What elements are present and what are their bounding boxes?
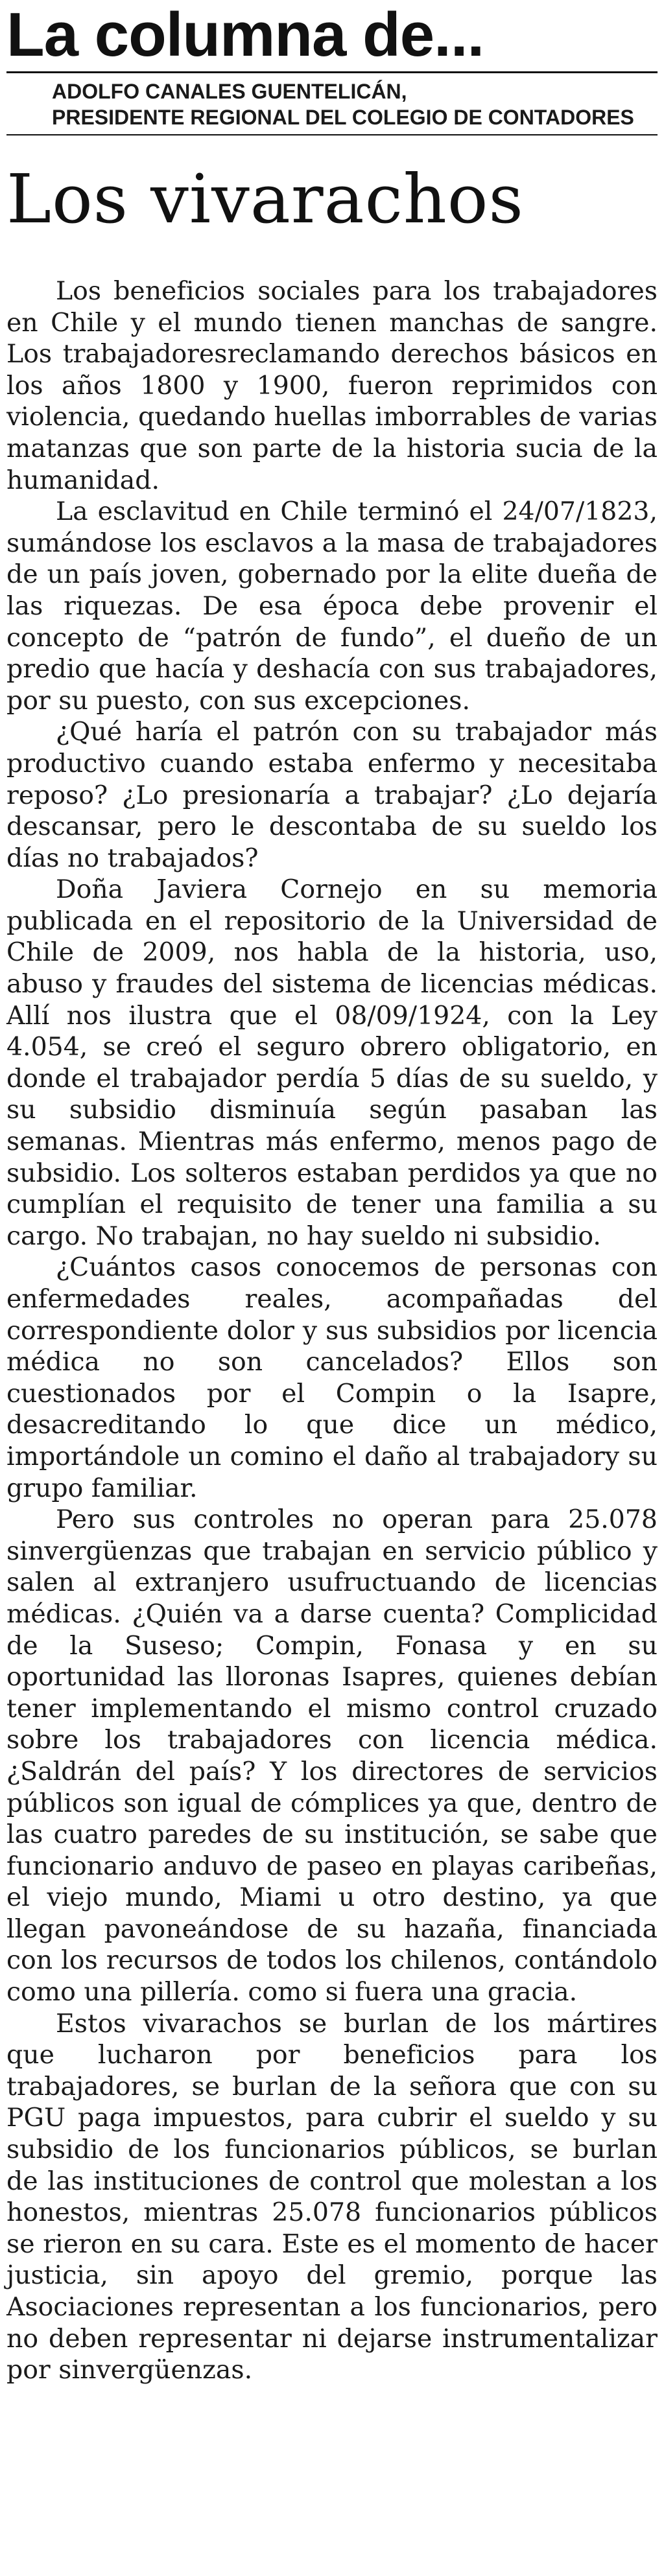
article-paragraph: Los beneficios sociales para los trabajadores en Chile y el mundo tienen manchas de sangre. Los trabajadoresreclamando derechos básicos en los años 1800 y 1900, fueron reprimidos con violencia, quedando huellas imborrables de varias matanzas que son parte de la historia sucia de la humanidad. bbox=[6, 276, 658, 495]
article-paragraph: Doña Javiera Cornejo en su memoria publicada en el repositorio de la Universidad de Chile de 2009, nos habla de la historia, uso, abuso y fraudes del sistema de licencias médicas. Allí nos ilustra que el 08/09/1924, con la Ley 4.054, se creó el seguro obrero obligatorio, en donde el trabajador perdía 5 días de su sueldo, y su subsidio disminuía según pasaban las semanas. Mientras más enfermo, menos pago de subsidio. Los solteros estaban perdidos ya que no cumplían el requisito de tener una familia a su cargo. No trabajan, no hay sueldo ni subsidio. bbox=[6, 874, 658, 1251]
article-paragraph: ¿Cuántos casos conocemos de personas con enfermedades reales, acompañadas del correspondiente dolor y sus subsidios por licencia médica no son cancelados? Ellos son cuestionados por el Compin o la Isapre, desacreditando lo que dice un médico, importándole un comino el daño al trabajadory su grupo familiar. bbox=[6, 1252, 658, 1503]
article-paragraph: Estos vivarachos se burlan de los mártires que lucharon por beneficios para los trabajadores, se burlan de la señora que con su PGU paga impuestos, para cubrir el sueldo y su subsidio de los funcionarios públicos, se burlan de las instituciones de control que molestan a los honestos, mientras 25.078 funcionarios públicos se rieron en su cara. Este es el momento de hacer justicia, sin apoyo del gremio, porque las Asociaciones representan a los funcionarios, pero no deben representar ni dejarse instrumentalizar por sinvergüenzas. bbox=[6, 2008, 658, 2385]
author-byline bbox=[6, 78, 658, 130]
title-divider bbox=[6, 71, 658, 73]
article-paragraph: Pero sus controles no operan para 25.078 sinvergüenzas que trabajan en servicio público y salen al extranjero usufructuando de licencias médicas. ¿Quién va a darse cuenta? Complicidad de la Suseso; Compin, Fonasa y en su oportunidad las lloronas Isapres, quienes debían tener implementando el mismo control cruzado sobre los trabajadores con licencia médica. ¿Saldrán del país? Y los directores de servicios públicos son igual de cómplices ya que, dentro de las cuatro paredes de su institución, se sabe que funcionario anduvo de paseo en playas caribeñas, el viejo mundo, Miami u otro destino, ya que llegan pavoneándose de su hazaña, financiada con los recursos de todos los chilenos, contándolo como una pillería. como si fuera una gracia. bbox=[6, 1505, 658, 2008]
column-title: La columna de... bbox=[6, 0, 484, 69]
newspaper-column-page bbox=[6, 0, 658, 2576]
article-paragraph: La esclavitud en Chile terminó el 24/07/1823, sumándose los esclavos a la masa de trabajadores de un país joven, gobernado por la elite dueña de las riquezas. De esa época debe provenir el concepto de “patrón de fundo”, el dueño de un predio que hacía y deshacía con sus trabajadores, por su puesto, con sus excepciones. bbox=[6, 497, 658, 716]
column-header bbox=[6, 0, 658, 135]
article-body bbox=[6, 275, 658, 2386]
article bbox=[6, 135, 658, 2386]
author-role: PRESIDENTE REGIONAL DEL COLEGIO DE CONTADORES bbox=[52, 106, 634, 129]
article-headline: Los vivarachos bbox=[6, 159, 524, 239]
author-name: ADOLFO CANALES GUENTELICÁN, bbox=[52, 80, 407, 103]
article-paragraph: ¿Qué haría el patrón con su trabajador más productivo cuando estaba enfermo y necesitaba reposo? ¿Lo presionaría a trabajar? ¿Lo dejaría descansar, pero le descontaba de su sueldo los días no trabajados? bbox=[6, 717, 658, 873]
